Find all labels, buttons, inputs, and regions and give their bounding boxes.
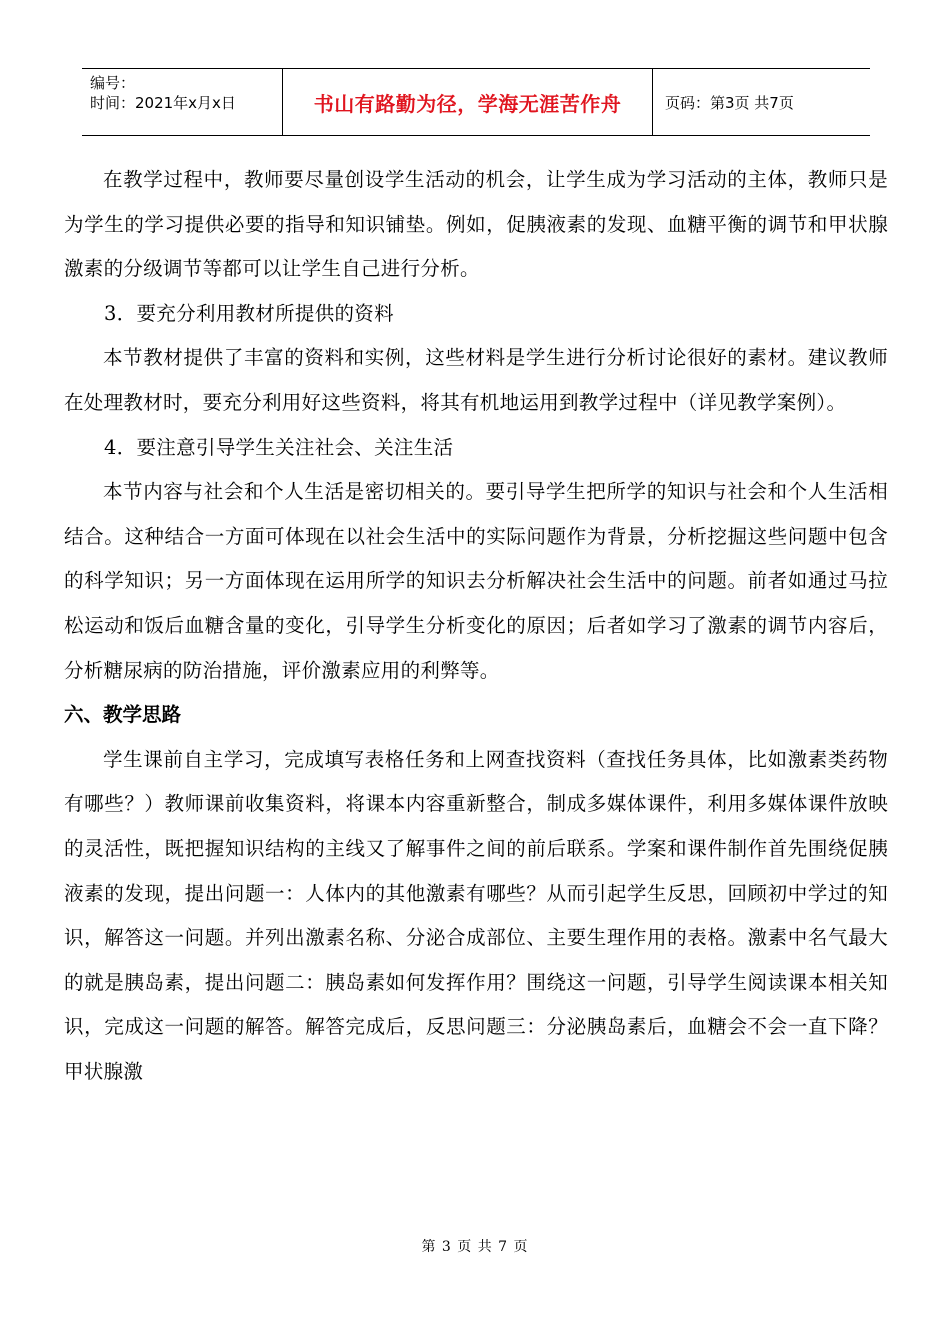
document-header [82, 68, 870, 136]
paragraph: 在教学过程中，教师要尽量创设学生活动的机会，让学生成为学习活动的主体，教师只是为学生的学习提供必要的指导和知识铺垫。例如，促胰液素的发现、血糖平衡的调节和甲状腺激素的分级调节等都可以让学生自己进行分析。 [64, 168, 888, 281]
header-page-info: 页码：第3页 共7页 [665, 93, 794, 112]
document-date: 时间：2021年x月x日 [90, 94, 236, 112]
subheading: 4．要注意引导学生关注社会、关注生活 [104, 435, 454, 459]
paragraph: 本节教材提供了丰富的资料和实例，这些材料是学生进行分析讨论很好的素材。建议教师在处理教材时，要充分利用好这些资料，将其有机地运用到教学过程中（详见教学案例）。 [64, 346, 888, 414]
subheading: 3．要充分利用教材所提供的资料 [104, 301, 394, 325]
header-motto-cell [282, 69, 653, 135]
header-meta [82, 69, 282, 135]
document-number-label: 编号： [90, 74, 136, 92]
paragraph: 学生课前自主学习，完成填写表格任务和上网查找资料（查找任务具体，比如激素类药物有哪些？）教师课前收集资料，将课本内容重新整合，制成多媒体课件，利用多媒体课件放映的灵活性，既把握知识结构的主线又了解事件之间的前后联系。学案和课件制作首先围绕促胰液素的发现，提出问题一：人体内的其他激素有哪些？从而引起学生反思，回顾初中学过的知识，解答这一问题。并列出激素名称、分泌合成部位、主要生理作用的表格。激素中名气最大的就是胰岛素，提出问题二：胰岛素如何发挥作用？围绕这一问题，引导学生阅读课本相关知识，完成这一问题的解答。解答完成后，反思问题三：分泌胰岛素后，血糖会不会一直下降？甲状腺激 [64, 747, 888, 1083]
paragraph: 本节内容与社会和个人生活是密切相关的。要引导学生把所学的知识与社会和个人生活相结合。这种结合一方面可体现在以社会生活中的实际问题作为背景，分析挖掘这些问题中包含的科学知识；另一方面体现在运用所学的知识去分析解决社会生活中的问题。前者如通过马拉松运动和饭后血糖含量的变化，引导学生分析变化的原因；后者如学习了激素的调节内容后，分析糖尿病的防治措施，评价激素应用的利弊等。 [64, 480, 888, 682]
page-footer: 第 3 页 共 7 页 [421, 1239, 529, 1255]
section-heading: 六、教学思路 [64, 703, 182, 727]
header-motto: 书山有路勤为径，学海无涯苦作舟 [313, 91, 622, 116]
document-body [64, 158, 888, 1094]
